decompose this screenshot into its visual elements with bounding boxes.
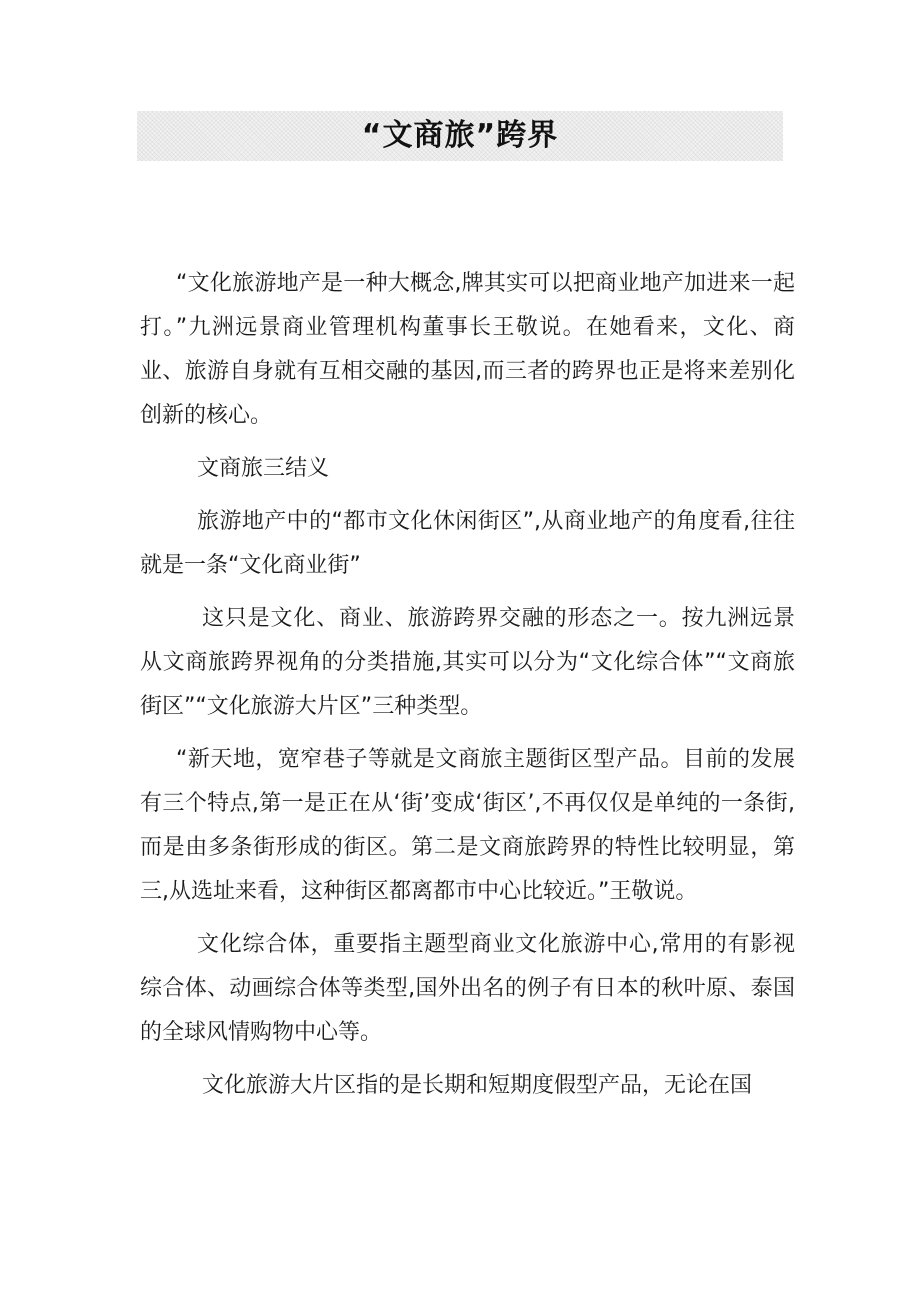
paragraph-xintiandi: “新天地，宽窄巷子等就是文商旅主题街区型产品。目前的发展有三个特点,第一是正在从‘街’变成‘街区’,不再仅仅是单纯的一条街,而是由多条街形成的街区。第二是文商旅跨界的特性比较明显，第三,从选址来看，这种街区都离都市中心比较近。”王敬说。 xyxy=(140,747,795,904)
document-body xyxy=(140,262,795,1117)
paragraph-types: 这只是文化、商业、旅游跨界交融的形态之一。按九洲远景从文商旅跨界视角的分类措施,其实可以分为“文化综合体”“文商旅街区”“文化旅游大片区”三种类型。 xyxy=(140,606,795,719)
paragraph-street: 旅游地产中的“都市文化休闲街区”,从商业地产的角度看,往往就是一条“文化商业街” xyxy=(140,509,795,578)
document-title: “文商旅”跨界 xyxy=(361,118,559,153)
paragraph-region: 文化旅游大片区指的是长期和短期度假型产品，无论在国 xyxy=(202,1073,753,1098)
paragraph-intro: “文化旅游地产是一种大概念,牌其实可以把商业地产加进来一起打。”九洲远景商业管理机构董事长王敬说。在她看来，文化、商业、旅游自身就有互相交融的基因,而三者的跨界也正是将来差别化创新的核心。 xyxy=(140,271,795,428)
title-banner xyxy=(137,111,783,161)
paragraph-complex: 文化综合体，重要指主题型商业文化旅游中心,常用的有影视综合体、动画综合体等类型,国外出名的例子有日本的秋叶原、泰国的全球风情购物中心等。 xyxy=(140,932,795,1045)
section-heading: 文商旅三结义 xyxy=(197,456,330,481)
